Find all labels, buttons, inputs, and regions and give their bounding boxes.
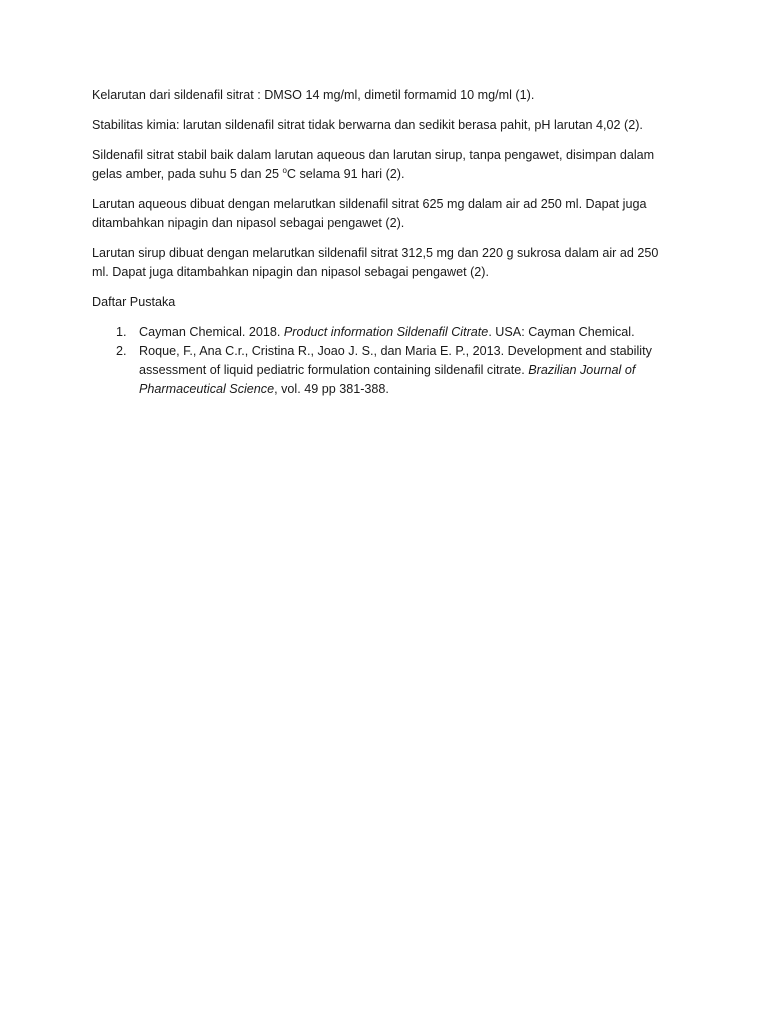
paragraph-aqueous-solution: Larutan aqueous dibuat dengan melarutkan sildenafil sitrat 625 mg dalam air ad 250 ml. Dapat juga ditambahkan nipagin dan nipasol sebagai pengawet (2). [92, 197, 647, 230]
reference-1-publisher: . USA: Cayman Chemical. [488, 325, 635, 339]
paragraph-storage-stability [92, 146, 677, 184]
references-heading: Daftar Pustaka [92, 295, 176, 309]
reference-item-1 [92, 323, 677, 342]
reference-number-1: 1. [116, 325, 127, 339]
degree-superscript: o [282, 166, 287, 175]
paragraph-solubility: Kelarutan dari sildenafil sitrat : DMSO 14 mg/ml, dimetil formamid 10 mg/ml (1). [92, 88, 535, 102]
reference-1-title: Product information Sildenafil Citrate [283, 325, 489, 339]
reference-2-journal: Brazilian Journal of Pharmaceutical Science [139, 363, 636, 396]
paragraph-syrup-solution: Larutan sirup dibuat dengan melarutkan sildenafil sitrat 312,5 mg dan 220 g sukrosa dalam air ad 250 ml. Dapat juga ditambahkan nipagin dan nipasol sebagai pengawet (2). [92, 246, 659, 279]
storage-text-after: C selama 91 hari (2). [286, 167, 405, 181]
paragraph-chemical-stability: Stabilitas kimia: larutan sildenafil sitrat tidak berwarna dan sedikit berasa pahit, pH larutan 4,02 (2). [92, 118, 643, 132]
references-list [92, 323, 677, 399]
reference-number-2: 2. [116, 344, 127, 358]
document-body [92, 86, 677, 399]
reference-2-volume: , vol. 49 pp 381-388. [274, 382, 389, 396]
reference-1-text: Cayman Chemical. 2018. [139, 325, 284, 339]
reference-2-text: Roque, F., Ana C.r., Cristina R., Joao J. S., dan Maria E. P., 2013. Development and stability assessment of liquid pediatric formulation containing sildenafil citrate. [139, 344, 652, 377]
storage-text-before: Sildenafil sitrat stabil baik dalam larutan aqueous dan larutan sirup, tanpa pengawet, disimpan dalam gelas amber, pada suhu 5 dan 25 [92, 148, 655, 181]
reference-item-2 [92, 342, 677, 399]
